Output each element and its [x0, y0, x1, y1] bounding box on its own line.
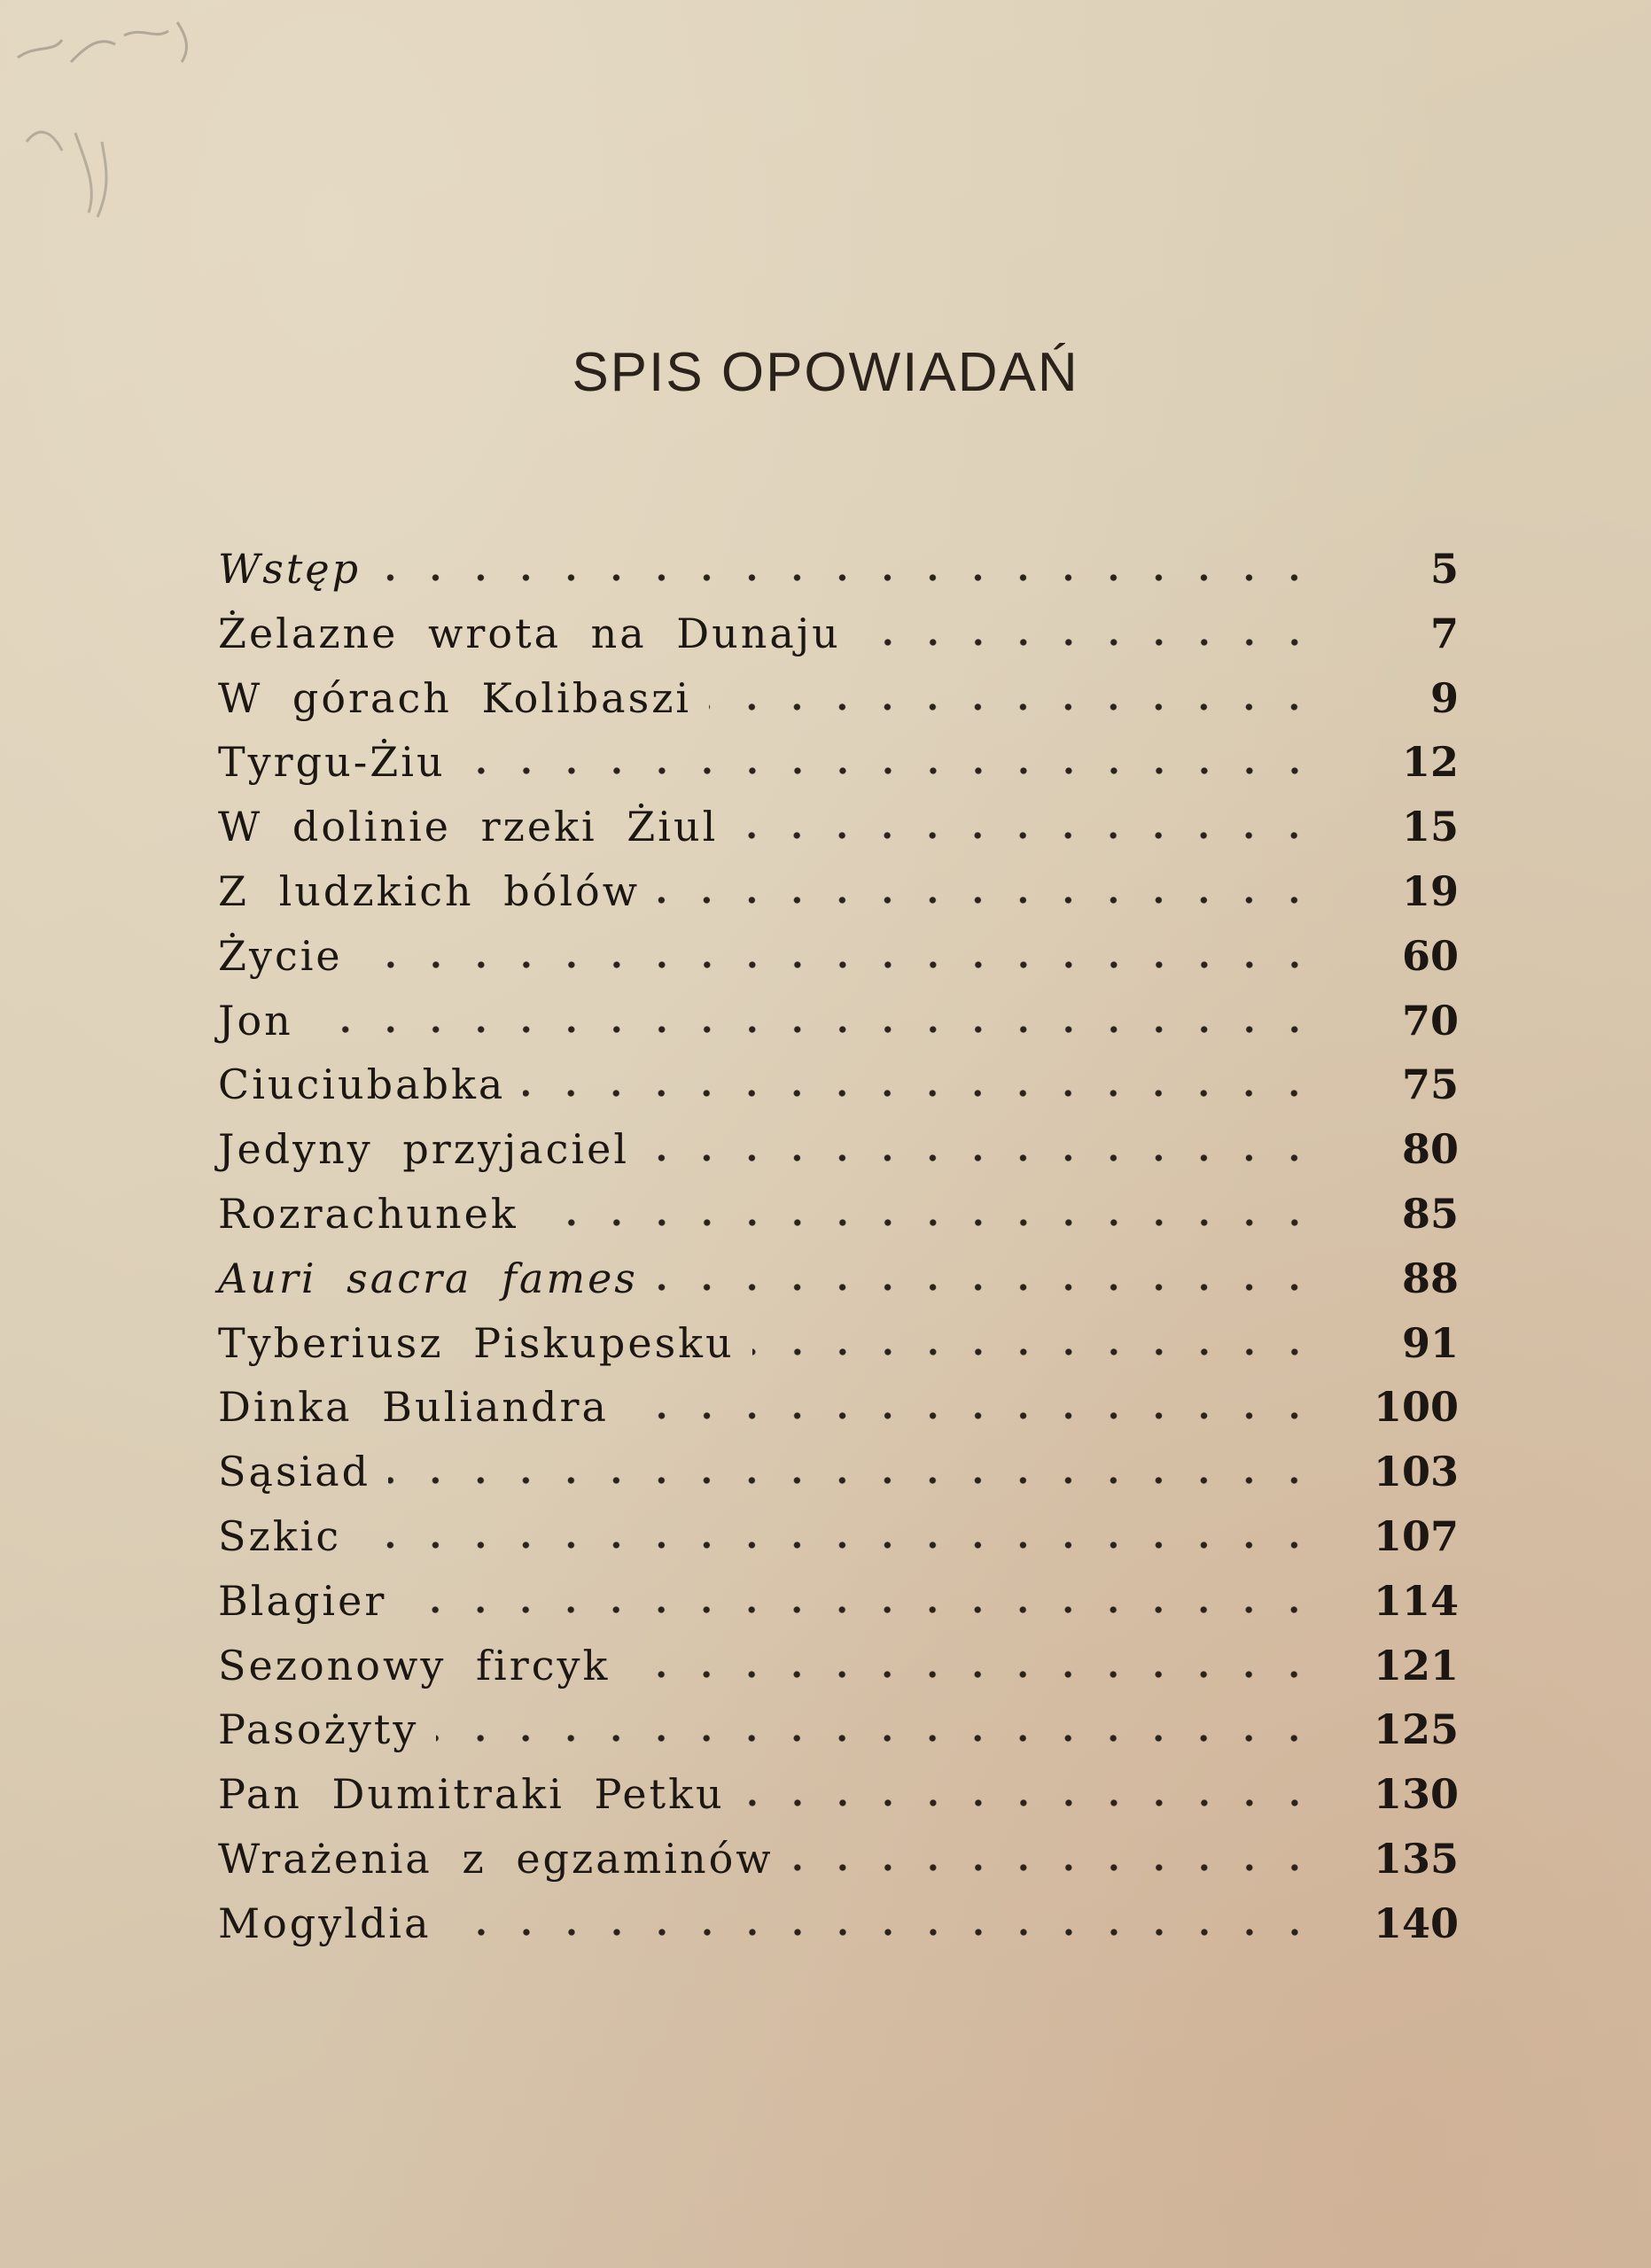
entry-page-number: 12: [1401, 738, 1459, 787]
entry-title: Pasożyty: [218, 1705, 419, 1754]
dot-leader: [736, 831, 1317, 840]
entry-title: Tyberiusz Piskupesku: [218, 1318, 735, 1367]
entry-page-number: 135: [1373, 1834, 1459, 1883]
dot-leader: [378, 573, 1317, 582]
dot-leader: [627, 1411, 1317, 1420]
page-title: SPIS OPOWIADAŃ: [572, 342, 1079, 403]
dot-leader: [388, 1476, 1317, 1485]
dot-leader: [859, 638, 1317, 647]
toc-entry: [218, 1254, 1459, 1319]
entry-title: Blagier: [218, 1576, 387, 1625]
entry-page-number: 85: [1401, 1189, 1459, 1238]
dot-leader: [404, 1605, 1317, 1614]
entry-title: W dolinie rzeki Żiul: [218, 803, 719, 851]
entry-title: Życie: [218, 931, 343, 980]
toc-entry: [218, 1512, 1459, 1577]
dot-leader: [658, 896, 1317, 905]
toc-entry: [218, 1835, 1459, 1899]
dot-leader: [359, 1541, 1317, 1550]
toc-entry: [218, 1642, 1459, 1706]
entry-page-number: 100: [1373, 1383, 1459, 1432]
entry-title: Ciuciubabka: [218, 1060, 506, 1109]
dot-leader: [709, 703, 1317, 711]
toc-entry: [218, 1899, 1459, 1964]
dot-leader: [449, 1928, 1317, 1937]
entry-title: Sąsiad: [218, 1448, 371, 1496]
pencil-annotation: [0, 9, 213, 239]
entry-page-number: 15: [1401, 803, 1459, 851]
toc-entry: [218, 610, 1459, 674]
entry-page-number: 107: [1373, 1511, 1459, 1560]
entry-page-number: 103: [1373, 1448, 1459, 1496]
entry-page-number: 121: [1373, 1641, 1459, 1689]
dot-leader: [536, 1218, 1317, 1227]
dot-leader: [791, 1863, 1317, 1872]
entry-page-number: 88: [1401, 1254, 1459, 1302]
toc-entry: [218, 803, 1459, 867]
entry-title: Z ludzkich bólów: [218, 866, 641, 915]
entry-title: Pan Dumitraki Petku: [218, 1770, 725, 1819]
entry-page-number: 7: [1429, 609, 1459, 657]
entry-title: Rozrachunek: [218, 1189, 518, 1238]
entry-title: Tyrgu-Żiu: [218, 738, 446, 787]
toc-entry: [218, 997, 1459, 1061]
toc-entry: [218, 1190, 1459, 1254]
entry-title: Auri sacra fames: [218, 1254, 638, 1302]
entry-page-number: 75: [1401, 1060, 1459, 1109]
entry-title: W górach Kolibaszi: [218, 673, 692, 722]
dot-leader: [311, 1025, 1317, 1034]
entry-title: Żelazne wrota na Dunaju: [218, 609, 841, 657]
entry-title: Jedyny przyjaciel: [218, 1125, 630, 1174]
toc-entry: [218, 1448, 1459, 1512]
entry-page-number: 19: [1401, 866, 1459, 915]
entry-page-number: 114: [1373, 1576, 1459, 1625]
entry-title: Sezonowy fircyk: [218, 1641, 611, 1689]
entry-page-number: 70: [1401, 996, 1459, 1045]
toc-entry: [218, 674, 1459, 739]
entry-page-number: 80: [1401, 1125, 1459, 1174]
table-of-contents: [218, 545, 1459, 1964]
toc-entry: [218, 1577, 1459, 1642]
dot-leader: [436, 1734, 1317, 1743]
toc-entry: [218, 545, 1459, 610]
dot-leader: [656, 1283, 1317, 1292]
toc-entry: [218, 1125, 1459, 1190]
entry-page-number: 125: [1373, 1705, 1459, 1754]
toc-entry: [218, 1383, 1459, 1448]
entry-page-number: 140: [1373, 1899, 1459, 1947]
toc-entry: [218, 738, 1459, 803]
toc-entry: [218, 1705, 1459, 1770]
dot-leader: [752, 1348, 1317, 1356]
toc-entry: [218, 867, 1459, 932]
entry-page-number: 60: [1401, 931, 1459, 980]
entry-page-number: 130: [1373, 1770, 1459, 1819]
entry-title: Wrażenia z egzaminów: [218, 1834, 774, 1883]
entry-title: Wstęp: [218, 545, 362, 593]
dot-leader: [743, 1798, 1317, 1807]
dot-leader: [463, 766, 1317, 775]
dot-leader: [647, 1153, 1317, 1162]
entry-title: Mogyldia: [218, 1899, 432, 1947]
entry-page-number: 5: [1429, 545, 1459, 593]
entry-page-number: 91: [1401, 1318, 1459, 1367]
entry-title: Szkic: [218, 1511, 342, 1560]
toc-entry: [218, 932, 1459, 997]
entry-page-number: 9: [1429, 673, 1459, 722]
entry-title: Dinka Buliandra: [218, 1383, 609, 1432]
toc-entry: [218, 1770, 1459, 1835]
toc-entry: [218, 1060, 1459, 1125]
entry-title: Jon: [218, 996, 293, 1045]
toc-entry: [218, 1319, 1459, 1384]
dot-leader: [627, 1670, 1317, 1679]
dot-leader: [523, 1089, 1317, 1098]
dot-leader: [361, 960, 1317, 969]
